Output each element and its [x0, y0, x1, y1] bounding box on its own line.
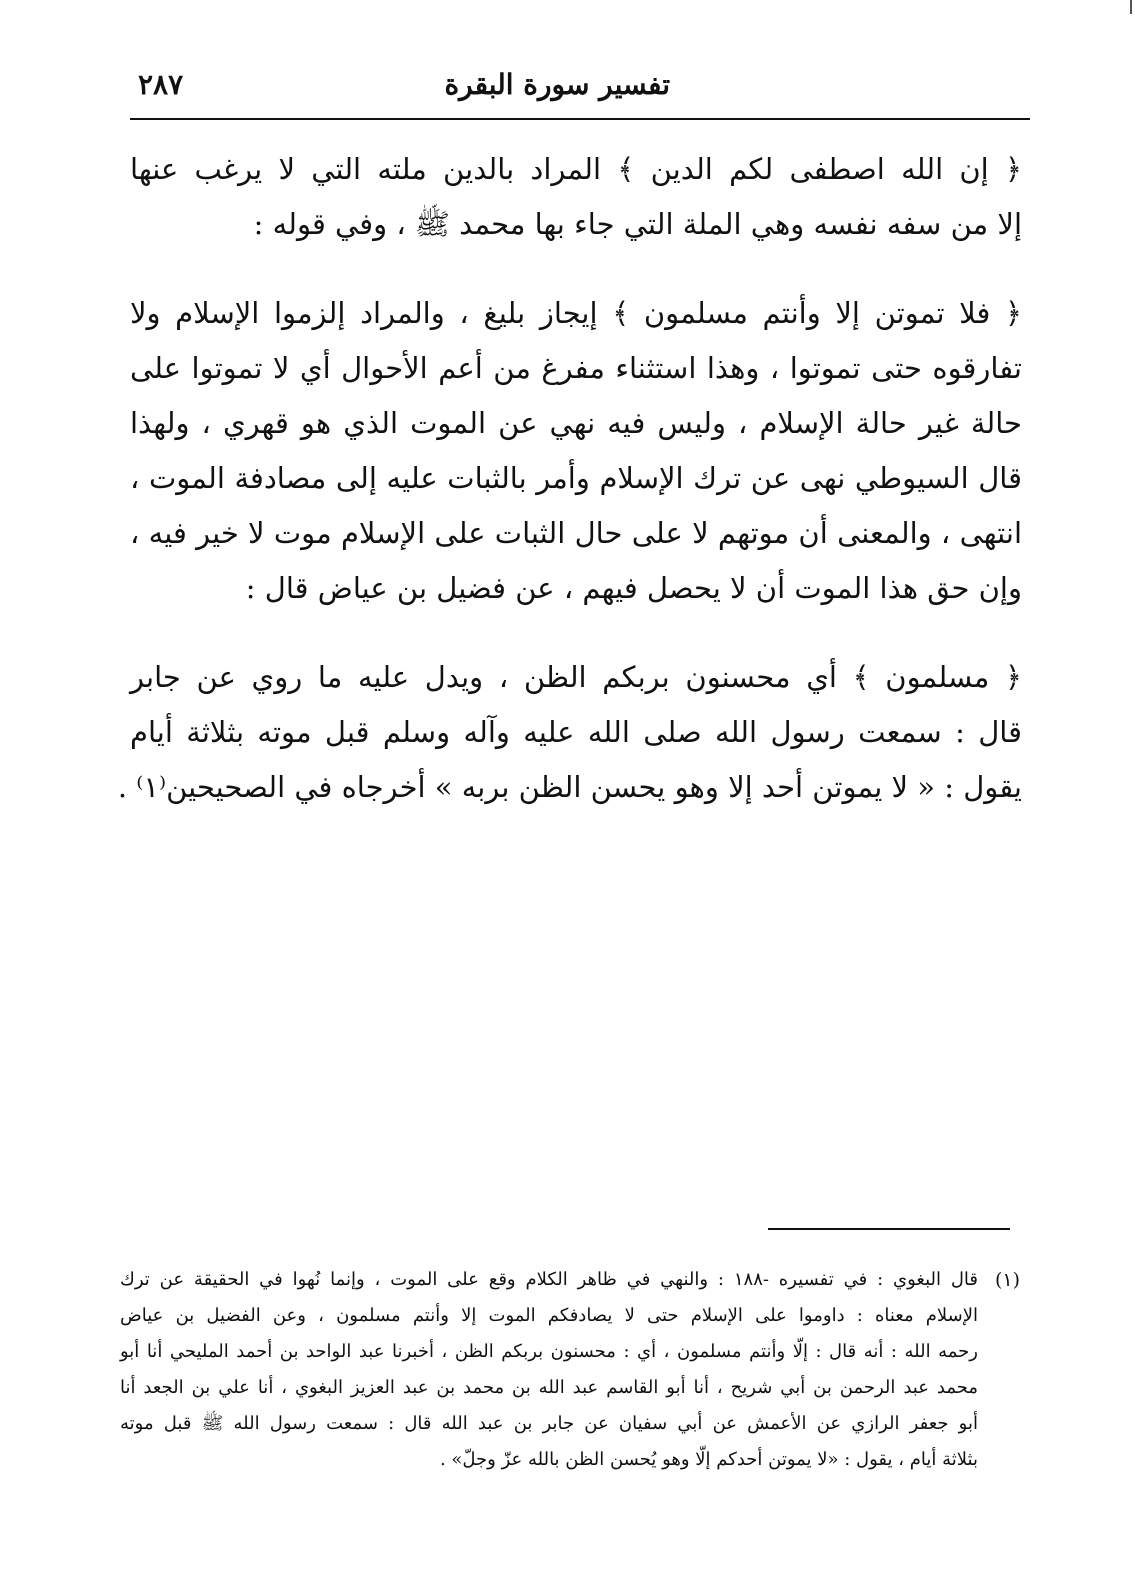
footnote-line: أبو جعفر الرازي عن الأعمش عن أبي سفيان عن جابر بن عبد الله قال : سمعت رسول الله ﷺ قبل موته	[120, 1413, 978, 1434]
text-line: قال : سمعت رسول الله صلى الله عليه وآله وسلم قبل موته بثلاثة أيام	[130, 715, 1022, 749]
text-line: تفارقوه حتى تموتوا ، وهذا استثناء مفرغ من أعم الأحوال أي لا تموتوا على	[130, 351, 1022, 385]
header-title: تفسير سورة البقرة	[444, 68, 670, 101]
paragraph	[130, 286, 1022, 616]
footnotes	[120, 1262, 1020, 1478]
text-line: ﴿ فلا تموتن إلا وأنتم مسلمون ﴾ إيجاز بليغ ، والمراد إلزموا الإسلام ولا	[130, 296, 1022, 330]
footnote-line: رحمه الله : أنه قال : إلّا وأنتم مسلمون ، أي : محسنون بربكم الظن ، أخبرنا عبد الواحد بن أحمد المليحي أنا أبو	[120, 1341, 978, 1362]
text-line: وإن حق هذا الموت أن لا يحصل فيهم ، عن فضيل بن عياض قال :	[245, 571, 1022, 605]
footnote-line: محمد عبد الرحمن بن أبي شريح ، أنا أبو القاسم عبد الله بن محمد بن عبد العزيز البغوي ، أنا علي بن الجعد أنا	[120, 1377, 978, 1398]
footnote-line: الإسلام معناه : داوموا على الإسلام حتى لا يصادفكم الموت إلا وأنتم مسلمون ، وعن الفضيل بن عياض	[120, 1305, 978, 1326]
header-rule	[130, 118, 1030, 120]
text-line: ﴿ إن الله اصطفى لكم الدين ﴾ المراد بالدين ملته التي لا يرغب عنها	[130, 152, 1022, 186]
text-line: قال السيوطي نهى عن ترك الإسلام وأمر بالثبات عليه إلى مصادفة الموت ،	[130, 461, 1022, 495]
footnote-marker: (١)	[994, 1269, 1020, 1291]
text-line: حالة غير حالة الإسلام ، وليس فيه نهي عن الموت الذي هو قهري ، ولهذا	[130, 406, 1022, 440]
main-text	[117, 142, 1022, 849]
text-line: ﴿ مسلمون ﴾ أي محسنون بربكم الظن ، ويدل عليه ما روي عن جابر	[130, 660, 1022, 694]
footnote-separator	[768, 1228, 1010, 1230]
text-line: انتهى ، والمعنى أن موتهم لا على حال الثبات على الإسلام موت لا خير فيه ،	[130, 516, 1022, 550]
footnote	[120, 1262, 1020, 1478]
paragraph	[130, 142, 1022, 252]
footnote-text	[120, 1262, 978, 1478]
scan-edge-mark	[1130, 0, 1132, 14]
running-header	[130, 64, 1030, 104]
page-number: ٢٨٧	[138, 68, 184, 101]
paragraph	[117, 650, 1022, 815]
footnote-line: قال البغوي : في تفسيره -١٨٨ : والنهي في ظاهر الكلام وقع على الموت ، وإنما نُهوا في الحقيقة عن ترك	[120, 1269, 979, 1290]
text-line: إلا من سفه نفسه وهي الملة التي جاء بها محمد ﷺ ، وفي قوله :	[253, 207, 1022, 241]
text-line: يقول : « لا يموتن أحد إلا وهو يحسن الظن بربه » أخرجاه في الصحيحين⁽١⁾ .	[117, 770, 1022, 804]
footnote-line: بثلاثة أيام ، يقول : «لا يموتن أحدكم إلّا وهو يُحسن الظن بالله عزّ وجلّ» .	[439, 1449, 978, 1470]
